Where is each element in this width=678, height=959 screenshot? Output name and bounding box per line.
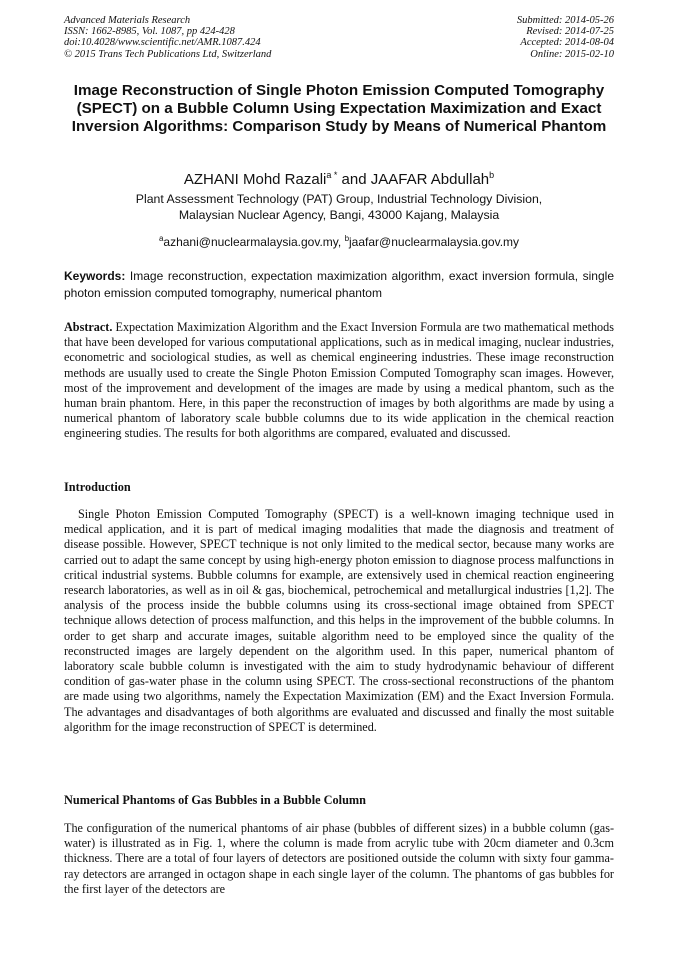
keywords: [64, 268, 614, 301]
paper-title: Image Reconstruction of Single Photon Emission Computed Tomography (SPECT) on a Bubble Column Using Expectation Maximization and Exact Inversion Algorithms: Comparison Study by Means of Numerical Phantom: [71, 82, 607, 135]
abstract-text: Expectation Maximization Algorithm and the Exact Inversion Formula are two mathematical methods that have been developed for various computational applications, such as in medical imaging, nuclear industries, econometric and sociological studies, as well as chemical engineering industries. These image reconstruction methods are usually used to create the Single Photon Emission Computed Tomography scan images. However, most of the improvement and development of the images are made by using a medical phantom, such as the human brain phantom. Here, in this paper the reconstruction of images by both algorithms are made by using a numerical phantom of laboratory scale bubble columns due to its wide application in the chemical reaction engineering studies. The results for both algorithms are compared, evaluated and discussed.: [64, 320, 614, 441]
email-b: jaafar@nuclearmalaysia.gov.my: [349, 235, 520, 249]
phantom-section-text: The configuration of the numerical phantoms of air phase (bubbles of different sizes) in a bubble column (gas-water) is illustrated as in Fig. 1, where the column is made from acrylic tube with 20cm diameter and 0.3cm thickness. There are a total of four layers of detectors are positioned outside the column with sixty four gamma-ray detectors are arranged in octagon shape in each single layer of the column. The phantoms of gas bubbles for the first layer of the detectors are: [64, 821, 614, 896]
phantom-section-heading: Numerical Phantoms of Gas Bubbles in a Bubble Column: [64, 793, 367, 807]
email-a-superscript: a: [158, 234, 164, 243]
date-accepted: Accepted: 2014-08-04: [520, 37, 614, 49]
journal-copyright: © 2015 Trans Tech Publications Ltd, Switzerland: [64, 48, 272, 60]
author-emails: [64, 235, 614, 250]
date-submitted: Submitted: 2014-05-26: [516, 15, 614, 26]
journal-issn: ISSN: 1662-8985, Vol. 1087, pp 424-428: [64, 26, 235, 38]
email-b-superscript: b: [344, 234, 350, 243]
journal-doi: doi:10.4028/www.scientific.net/AMR.1087.424: [64, 37, 261, 49]
keywords-label: Keywords:: [64, 269, 126, 283]
abstract-label: Abstract.: [64, 320, 113, 334]
journal-header-right: [517, 15, 614, 60]
author-1: AZHANI Mohd Razali: [183, 171, 327, 188]
author-2: JAAFAR Abdullah: [370, 171, 490, 188]
journal-name: Advanced Materials Research: [64, 15, 191, 26]
date-online: Online: 2015-02-10: [530, 48, 614, 60]
author-line: [64, 171, 614, 189]
affiliation-line-2: Malaysian Nuclear Agency, Bangi, 43000 Kajang, Malaysia: [178, 208, 500, 222]
author-2-superscript: b: [489, 170, 495, 180]
author-joiner: and: [337, 171, 371, 188]
affiliation-line-1: Plant Assessment Technology (PAT) Group, Industrial Technology Division,: [135, 192, 543, 206]
affiliation: [64, 191, 614, 223]
introduction-heading: Introduction: [64, 480, 131, 494]
journal-header-left: [64, 15, 271, 60]
abstract: [64, 320, 614, 442]
date-revised: Revised: 2014-07-25: [526, 26, 614, 38]
author-1-superscript: a *: [326, 170, 338, 180]
email-a: azhani@nuclearmalaysia.gov.my,: [163, 235, 345, 249]
introduction-text: Single Photon Emission Computed Tomography (SPECT) is a well-known imaging technique used in medical application, and it is part of medical imaging modalities that made the diagnosis and treatment of disease possible. However, SPECT technique is not only limited to the medical sector, because many works are carried out to adapt the same concept by using high-energy photon emission to diagnose process malfunctions in critical industrial systems. Bubble columns for example, are extensively used in chemical reaction engineering research laboratories, as well as in oil & gas, biochemical, petrochemical and metallurgical industries [1,2]. The analysis of the process inside the bubble columns using its cross-sectional image obtained from SPECT technique allows detection of process malfunction, and this helps in the improvement of the bubble columns. In order to get sharp and accurate images, suitable algorithm need to be employed since the quality of the reconstructed images are largely dependent on the algorithm used. In this paper, numerical phantom of laboratory scale bubble column is investigated with the aim to study hydrodynamic behaviour of different condition of gas-water phase in the column using SPECT. The cross-sectional reconstructions of the phantom are made using two algorithms, namely the Expectation Maximization (EM) and the Exact Inversion Formula. The advantages and disadvantages of both algorithms are evaluated and discussed and finally the most suitable algorithm for the image reconstruction of SPECT is determined.: [64, 507, 614, 734]
keywords-text: Image reconstruction, expectation maximization algorithm, exact inversion formula, single photon emission computed tomography, numerical phantom: [64, 269, 614, 300]
